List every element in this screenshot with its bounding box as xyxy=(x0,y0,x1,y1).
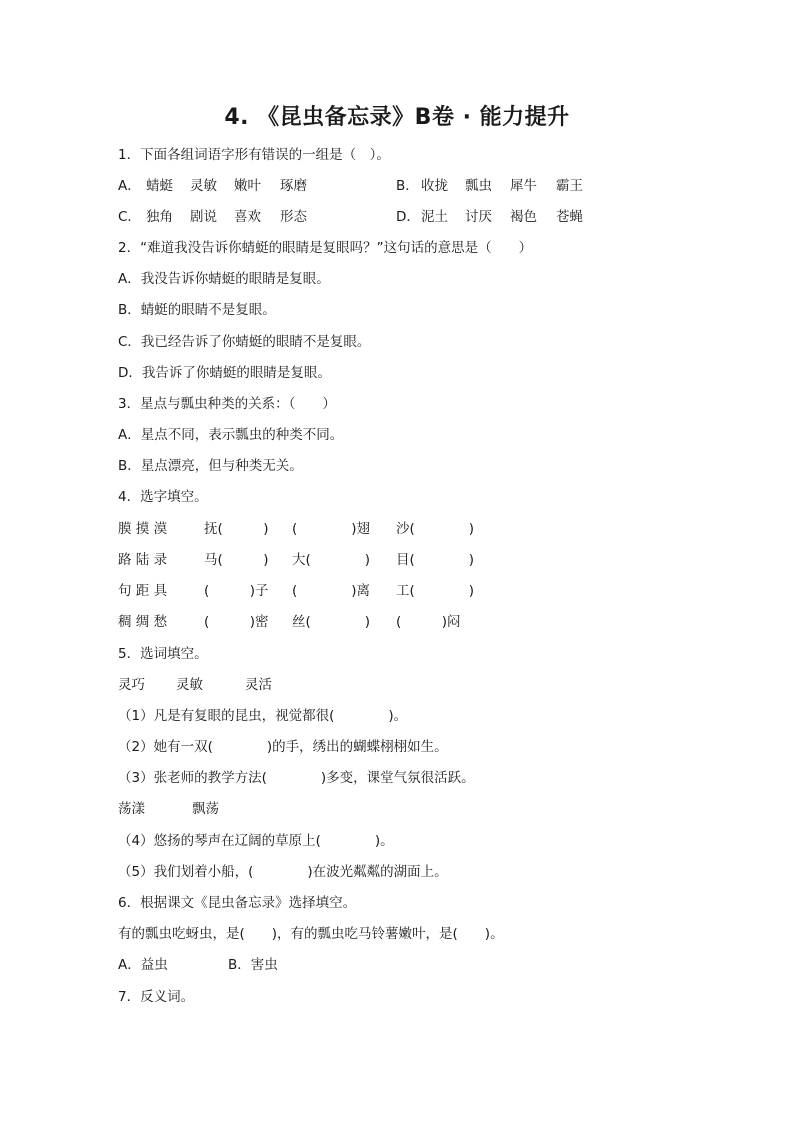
q1-option-c-word-2: 剧说 xyxy=(190,209,217,225)
q4-row4-chars: 稠 绸 愁 xyxy=(118,614,168,630)
q5-word-option-4: 荡漾 xyxy=(118,801,145,817)
q7-stem: 7．反义词。 xyxy=(118,989,195,1005)
q1-option-d-word-3: 褐色 xyxy=(510,209,537,225)
q1-option-d-word-2: 讨厌 xyxy=(465,209,492,225)
q1-option-a-word-1: 蜻蜓 xyxy=(146,178,173,194)
q4-row1-blank-2: ( )翅 xyxy=(292,521,371,537)
q5-item-2: （2）她有一双( )的手，绣出的蝴蝶栩栩如生。 xyxy=(118,739,448,755)
q2-option-d: D．我告诉了你蜻蜓的眼睛是复眼。 xyxy=(118,365,331,381)
q5-item-3: （3）张老师的教学方法( )多变，课堂气氛很活跃。 xyxy=(118,770,475,786)
q4-row2-blank-3: 目( ) xyxy=(396,552,475,568)
q4-row4-blank-1: ( )密 xyxy=(204,614,269,630)
q2-option-a: A．我没告诉你蜻蜓的眼睛是复眼。 xyxy=(118,271,330,287)
q5-word-option-3: 灵活 xyxy=(245,677,272,693)
q1-option-a-label: A． xyxy=(118,178,141,194)
q2-option-b: B．蜻蜓的眼睛不是复眼。 xyxy=(118,302,276,318)
q1-option-d-word-1: 泥土 xyxy=(421,209,448,225)
page-title: 4. 《昆虫备忘录》B卷 · 能力提升 xyxy=(224,105,570,130)
q3-option-b: B．星点漂亮，但与种类无关。 xyxy=(118,458,303,474)
q6-sentence: 有的瓢虫吃蚜虫，是( )，有的瓢虫吃马铃薯嫩叶，是( )。 xyxy=(118,926,504,942)
q1-option-d-label: D． xyxy=(396,209,420,225)
q4-row1-chars: 膜 摸 漠 xyxy=(118,521,168,537)
q2-option-c: C．我已经告诉了你蜻蜓的眼睛不是复眼。 xyxy=(118,334,371,350)
q1-option-a-word-3: 嫩叶 xyxy=(234,178,261,194)
q1-option-b-word-3: 犀牛 xyxy=(510,178,537,194)
q4-row2-blank-2: 大( ) xyxy=(292,552,371,568)
q1-option-c-label: C． xyxy=(118,209,141,225)
q4-row3-chars: 句 距 具 xyxy=(118,583,168,599)
q6-stem: 6．根据课文《昆虫备忘录》选择填空。 xyxy=(118,895,357,911)
q1-option-c-word-1: 独角 xyxy=(146,209,173,225)
q3-stem: 3．星点与瓢虫种类的关系：（ ） xyxy=(118,396,336,412)
q5-word-option-5: 飘荡 xyxy=(192,801,219,817)
q4-row4-blank-3: ( )闷 xyxy=(396,614,461,630)
q1-option-b-word-4: 霸王 xyxy=(556,178,583,194)
q1-option-b-word-2: 瓢虫 xyxy=(465,178,492,194)
q1-option-d-word-4: 苍蝇 xyxy=(556,209,583,225)
q6-option-a: A．益虫 xyxy=(118,957,168,973)
q4-row1-blank-3: 沙( ) xyxy=(396,521,475,537)
q1-option-c-word-4: 形态 xyxy=(280,209,307,225)
q1-option-a-word-4: 琢磨 xyxy=(280,178,307,194)
q6-option-b: B．害虫 xyxy=(228,957,278,973)
q5-item-5: （5）我们划着小船，( )在波光粼粼的湖面上。 xyxy=(118,864,448,880)
q5-word-option-1: 灵巧 xyxy=(118,677,145,693)
q5-item-1: （1）凡是有复眼的昆虫，视觉都很( )。 xyxy=(118,708,408,724)
q4-row2-chars: 路 陆 录 xyxy=(118,552,168,568)
q4-row3-blank-1: ( )子 xyxy=(204,583,269,599)
q4-row2-blank-1: 马( ) xyxy=(204,552,269,568)
q1-option-b-word-1: 收拢 xyxy=(421,178,448,194)
q3-option-a: A．星点不同，表示瓢虫的种类不同。 xyxy=(118,427,344,443)
q5-stem: 5．选词填空。 xyxy=(118,646,208,662)
q2-stem: 2．“难道我没告诉你蜻蜓的眼睛是复眼吗？”这句话的意思是（ ） xyxy=(118,240,533,256)
q5-word-option-2: 灵敏 xyxy=(176,677,203,693)
q1-stem: 1．下面各组词语字形有错误的一组是（ ）。 xyxy=(118,147,390,163)
q1-option-a-word-2: 灵敏 xyxy=(190,178,217,194)
q4-row3-blank-3: 工( ) xyxy=(396,583,475,599)
q4-row1-blank-1: 抚( ) xyxy=(204,521,269,537)
q5-item-4: （4）悠扬的琴声在辽阔的草原上( )。 xyxy=(118,833,394,849)
q1-option-b-label: B． xyxy=(396,178,419,194)
q1-option-c-word-3: 喜欢 xyxy=(234,209,261,225)
q4-stem: 4．选字填空。 xyxy=(118,489,208,505)
q4-row4-blank-2: 丝( ) xyxy=(292,614,371,630)
q4-row3-blank-2: ( )离 xyxy=(292,583,371,599)
